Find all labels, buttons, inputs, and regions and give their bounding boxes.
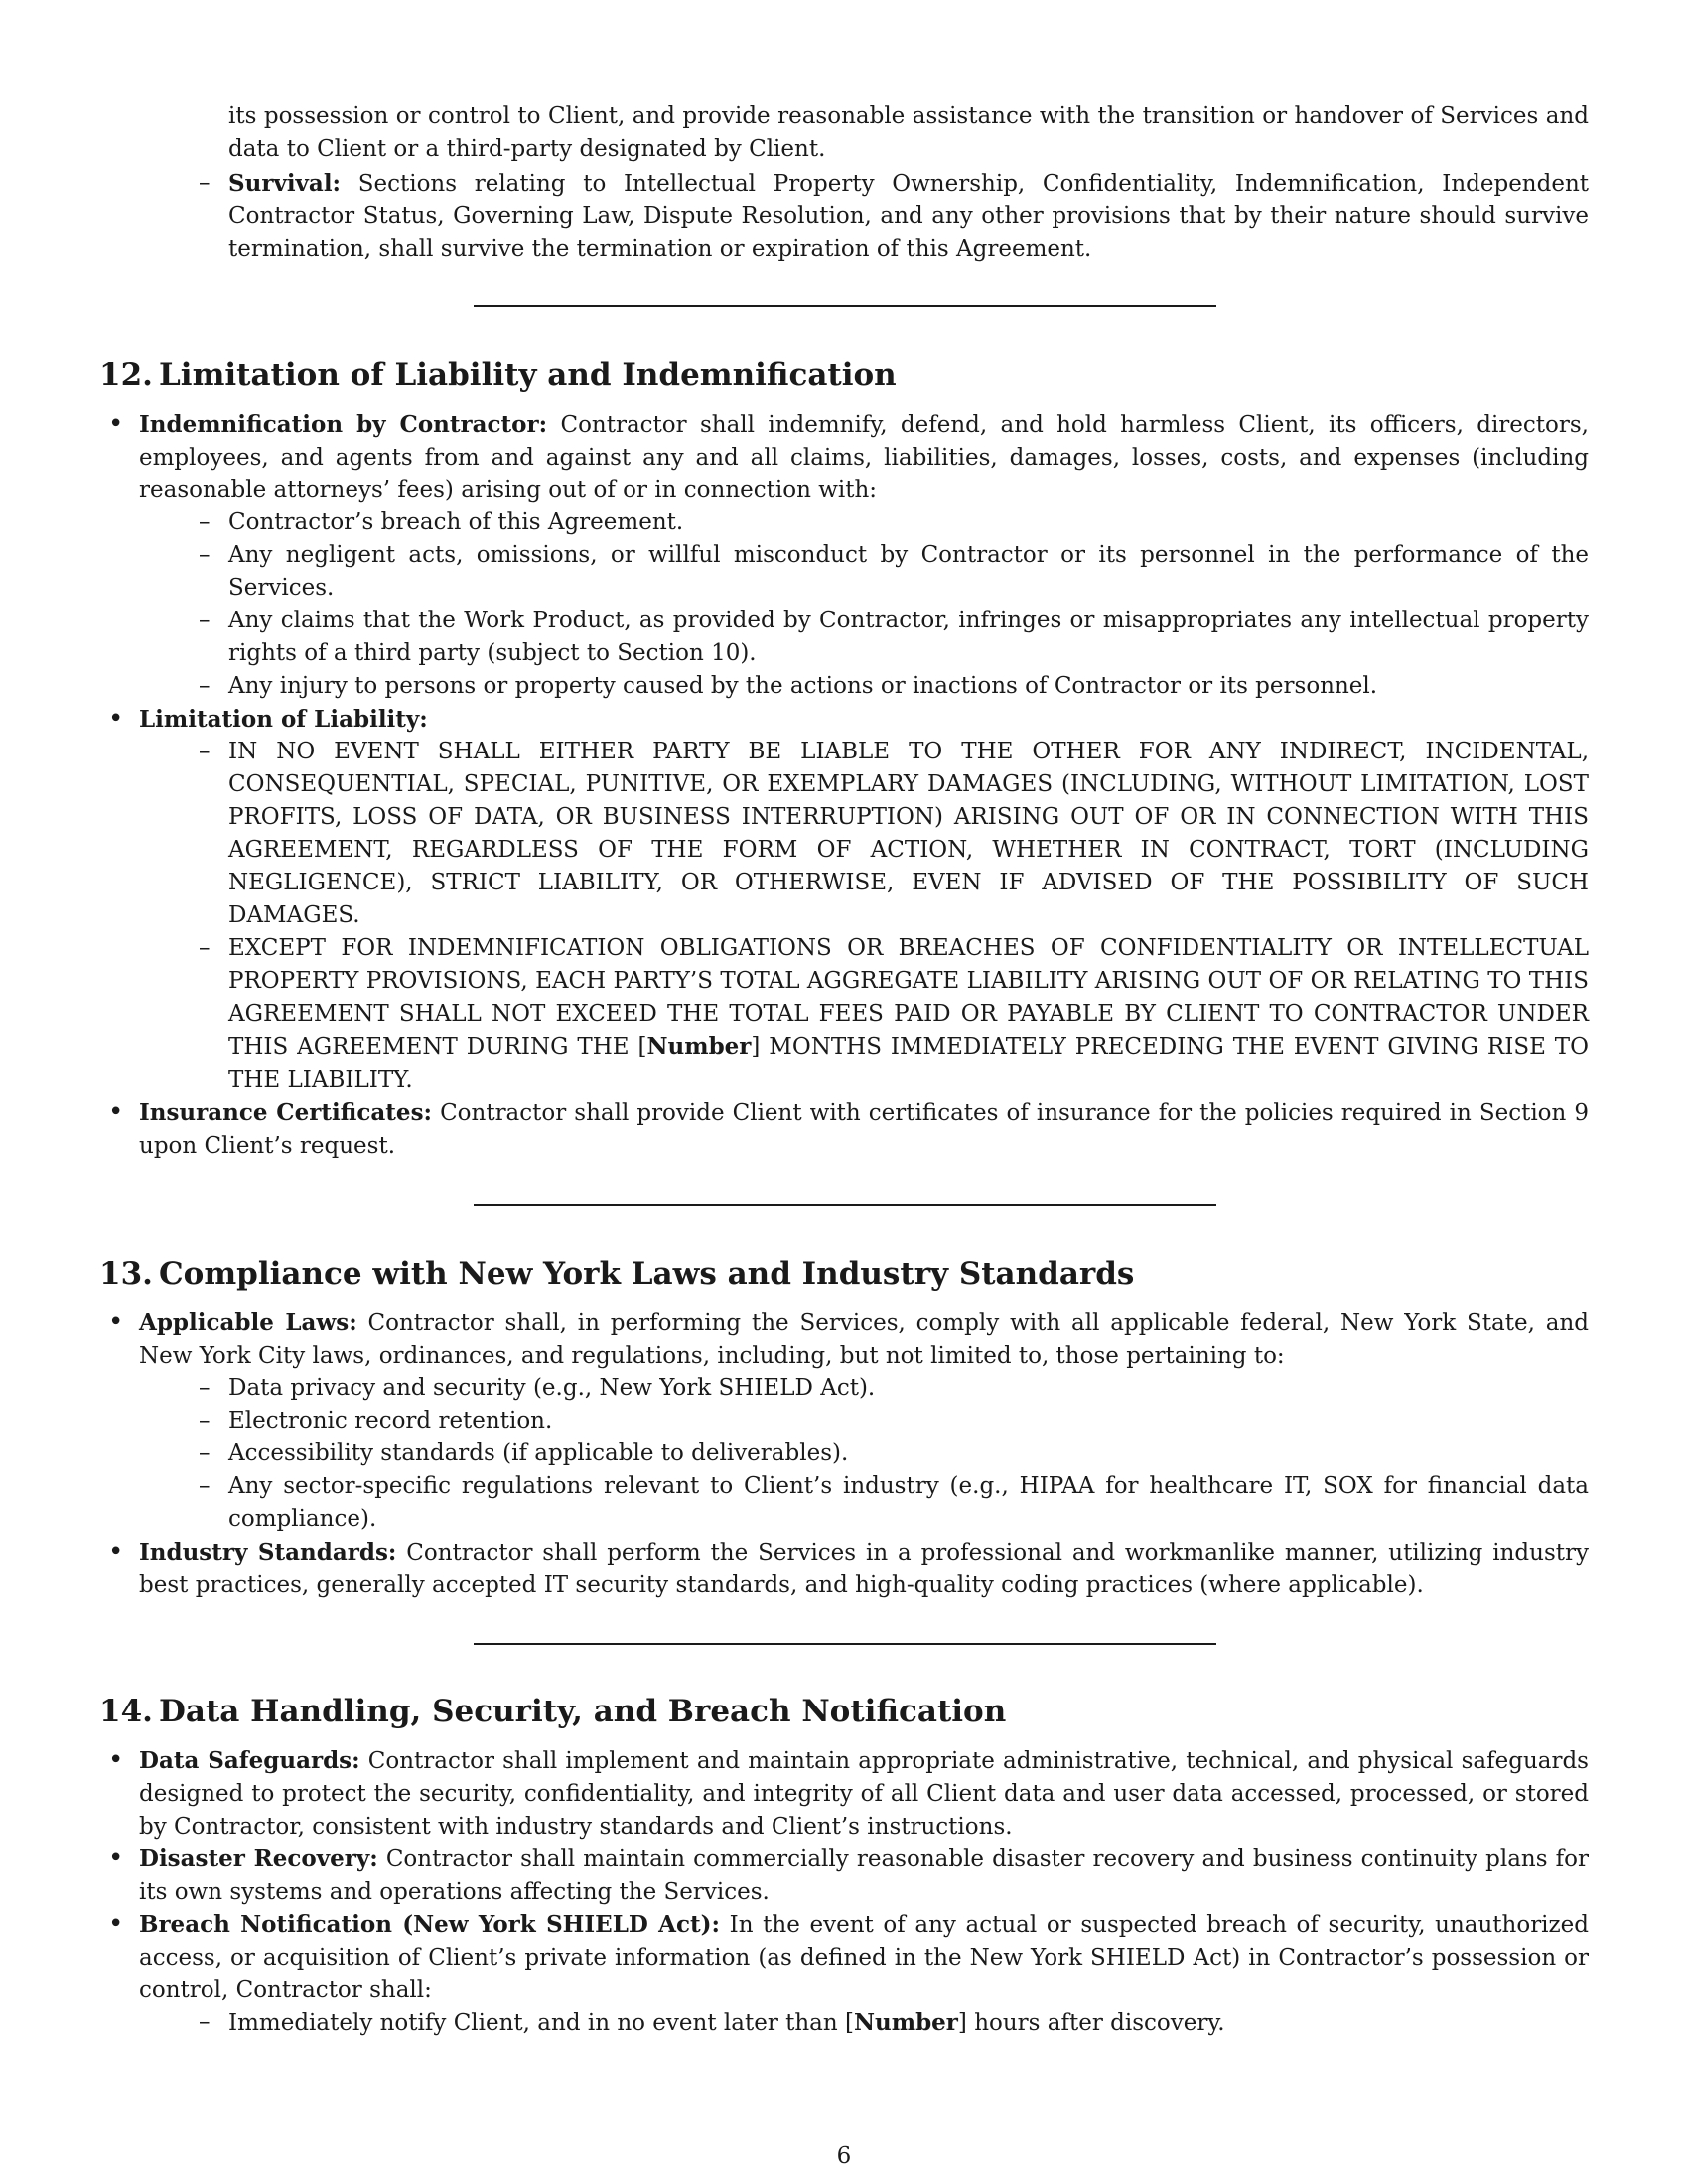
section-13-heading: 13. Compliance with New York Laws and Industry Standards	[99, 1256, 1135, 1292]
disaster-recovery-label: Disaster Recovery:	[139, 1845, 378, 1872]
limitation-clause-2: EXCEPT FOR INDEMNIFICATION OBLIGATIONS OR BREACHES OF CONFIDENTIALITY OR INTELLECTUAL PROPERTY PROVISIONS, EACH PARTY’S TOTAL AGGREGATE LIABILITY ARISING OUT OF OR RELATING TO THIS AGREEMENT SHALL NOT EXCEED THE TOTAL FEES PAID OR PAYABLE BY CLIENT TO CONTRACTOR UNDER THIS AGREEMENT DURING THE [Number] MONTHS IMMEDIATELY PRECEDING THE EVENT GIVING RISE TO THE LIABILITY.	[228, 935, 1589, 1093]
insurance-item	[108, 1096, 1590, 1162]
insurance-text: Contractor shall provide Client with certificates of insurance for the policies required in Section 9 upon Client’s request.	[139, 1100, 1590, 1159]
number-placeholder: Number	[853, 2009, 958, 2036]
list-item: – Accessibility standards (if applicable to deliverables).	[199, 1440, 849, 1466]
industry-standards-text: Contractor shall perform the Services in a professional and workmanlike manner, utilizing industry best practices, generally accepted IT security standards, and high-quality coding practices (where applicable).	[139, 1540, 1589, 1598]
limitation-item	[108, 703, 1589, 737]
list-item: – Electronic record retention.	[199, 1408, 553, 1433]
section-divider	[474, 1643, 1216, 1645]
indemnification-text: Contractor shall indemnify, defend, and hold harmless Client, its officers, directors, employees, and agents from and against any and all claims, liabilities, damages, losses, costs, and expenses (including reasonable attorneys’ fees) arising out of or in connection with:	[139, 412, 1589, 503]
page-number: 6	[836, 2143, 852, 2169]
applicable-laws-text: Contractor shall, in performing the Services, comply with all applicable federal, New York State, and New York City laws, ordinances, and regulations, including, but not limited to, those pertaining to:	[139, 1310, 1589, 1369]
list-item: – Any sector-specific regulations relevant to Client’s industry (e.g., HIPAA for healthcare IT, SOX for financial data compliance).	[199, 1473, 1589, 1532]
applicable-laws-item	[108, 1306, 1589, 1373]
bullet-marker: •	[108, 1909, 124, 1939]
survival-text: Sections relating to Intellectual Property Ownership, Confidentiality, Indemnification, Independent Contractor Status, Governing Law, Dispute Resolution, and any other provisions that by their nature should survive termination, shall survive the termination or expiration of this Agreement.	[228, 171, 1590, 262]
list-item: – IN NO EVENT SHALL EITHER PARTY BE LIABLE TO THE OTHER FOR ANY INDIRECT, INCIDENTAL, CONSEQUENTIAL, SPECIAL, PUNITIVE, OR EXEMPLARY DAMAGES (INCLUDING, WITHOUT LIMITATION, LOST PROFITS, LOSS OF DATA, OR BUSINESS INTERRUPTION) ARISING OUT OF OR IN CONNECTION WITH THIS AGREEMENT, REGARDLESS OF THE FORM OF ACTION, WHETHER IN CONTRACT, TORT (INCLUDING NEGLIGENCE), STRICT LIABILITY, OR OTHERWISE, EVEN IF ADVISED OF THE POSSIBILITY OF SUCH DAMAGES.	[199, 736, 1589, 932]
dash-marker: –	[199, 170, 211, 196]
bullet-marker: •	[108, 1843, 124, 1873]
indemnification-item	[108, 408, 1589, 507]
number-placeholder: Number	[646, 1033, 752, 1060]
data-safeguards-text: Contractor shall implement and maintain appropriate administrative, technical, and physical safeguards designed to protect the security, confidentiality, and integrity of all Client data and user data accessed, processed, or stored by Contractor, consistent with industry standards and Client’s instructions.	[139, 1748, 1589, 1840]
breach-notification-text: In the event of any actual or suspected breach of security, unauthorized access, or acquisition of Client’s private information (as defined in the New York SHIELD Act) in Contractor’s possession or control, Contractor shall:	[139, 1912, 1589, 2003]
section-14-heading: 14. Data Handling, Security, and Breach Notification	[99, 1694, 1007, 1729]
limitation-clause-1: IN NO EVENT SHALL EITHER PARTY BE LIABLE TO THE OTHER FOR ANY INDIRECT, INCIDENTAL, CONSEQUENTIAL, SPECIAL, PUNITIVE, OR EXEMPLARY DAMAGES (INCLUDING, WITHOUT LIMITATION, LOST PROFITS, LOSS OF DATA, OR BUSINESS INTERRUPTION) ARISING OUT OF OR IN CONNECTION WITH THIS AGREEMENT, REGARDLESS OF THE FORM OF ACTION, WHETHER IN CONTRACT, TORT (INCLUDING NEGLIGENCE), STRICT LIABILITY, OR OTHERWISE, EVEN IF ADVISED OF THE POSSIBILITY OF SUCH DAMAGES.	[228, 739, 1589, 928]
bullet-marker: •	[108, 409, 124, 439]
bullet-marker: •	[108, 704, 124, 734]
limitation-label: Limitation of Liability:	[139, 706, 428, 733]
bullet-marker: •	[108, 1745, 124, 1775]
industry-standards-item	[108, 1536, 1589, 1602]
list-item: – EXCEPT FOR INDEMNIFICATION OBLIGATIONS OR BREACHES OF CONFIDENTIALITY OR INTELLECTUAL PROPERTY PROVISIONS, EACH PARTY’S TOTAL AGGREGATE LIABILITY ARISING OUT OF OR RELATING TO THIS AGREEMENT SHALL NOT EXCEED THE TOTAL FEES PAID OR PAYABLE BY CLIENT TO CONTRACTOR UNDER THIS AGREEMENT DURING THE [Number] MONTHS IMMEDIATELY PRECEDING THE EVENT GIVING RISE TO THE LIABILITY.	[199, 932, 1589, 1097]
bullet-marker: •	[108, 1097, 124, 1127]
section-divider	[474, 305, 1216, 307]
survival-item	[199, 167, 1589, 266]
list-item: – Any negligent acts, omissions, or willful misconduct by Contractor or its personnel in the performance of the Services.	[199, 542, 1589, 601]
section-divider	[474, 1204, 1216, 1206]
applicable-laws-label: Applicable Laws:	[139, 1309, 357, 1336]
survival-label: Survival:	[228, 170, 342, 197]
data-safeguards-item	[108, 1744, 1589, 1843]
breach-notification-item	[108, 1908, 1589, 2007]
bullet-marker: •	[108, 1307, 124, 1337]
indemnification-label: Indemnification by Contractor:	[139, 411, 548, 438]
list-item: – Any claims that the Work Product, as provided by Contractor, infringes or misappropriates any intellectual property rights of a third party (subject to Section 10).	[199, 608, 1589, 666]
bullet-marker: •	[108, 1537, 124, 1567]
section-12-heading: 12. Limitation of Liability and Indemnification	[99, 357, 897, 393]
disaster-recovery-item	[108, 1843, 1590, 1909]
data-safeguards-label: Data Safeguards:	[139, 1747, 360, 1774]
industry-standards-label: Industry Standards:	[139, 1539, 397, 1566]
disaster-recovery-text: Contractor shall maintain commercially reasonable disaster recovery and business continuity plans for its own systems and operations affecting the Services.	[139, 1846, 1590, 1905]
list-item: – Data privacy and security (e.g., New York SHIELD Act).	[199, 1375, 876, 1401]
list-item: – Contractor’s breach of this Agreement.	[199, 509, 684, 535]
breach-notification-label: Breach Notification (New York SHIELD Act):	[139, 1911, 720, 1938]
continued-paragraph: its possession or control to Client, and provide reasonable assistance with the transition or handover of Services and data to Client or a third-party designated by Client.	[228, 103, 1589, 162]
insurance-label: Insurance Certificates:	[139, 1099, 433, 1126]
list-item: – Any injury to persons or property caused by the actions or inactions of Contractor or its personnel.	[199, 673, 1378, 699]
list-item: – Immediately notify Client, and in no event later than [Number] hours after discovery.	[199, 2009, 1225, 2036]
